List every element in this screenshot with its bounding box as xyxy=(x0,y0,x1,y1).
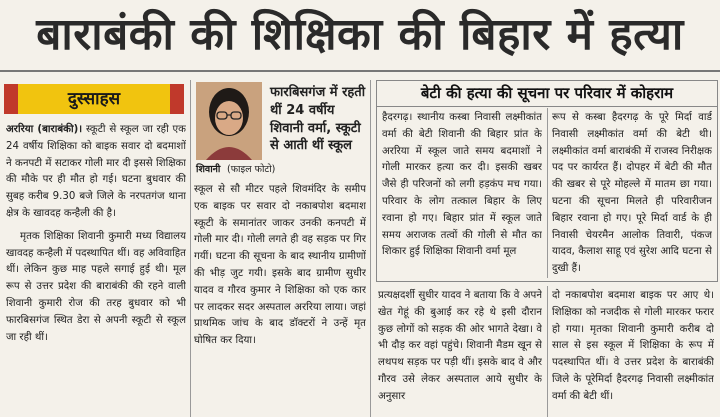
column-divider-2 xyxy=(370,80,371,417)
headline-rule xyxy=(0,70,720,72)
article-column-1 xyxy=(6,122,186,417)
paragraph-3: स्कूल से सौ मीटर पहले शिवमंदिर के समीप एक बाइक पर सवार दो नकाबपोश बदमाश स्कूटी के समानांतर जाकर उनकी कनपटी में गोली मार दी। गोली लगते ही वह सड़क पर गिर गयीं। घटना की सूचना के बाद स्थानीय ग्रामीणों की भीड़ जुट गयी। इसके बाद ग्रामीण सुधीर यादव व गौरव कुमार ने शिक्षिका को एक कार पर लादकर सदर अस्पताल अररिया लाया। जहां प्राथमिक जांच के बाद डॉक्टरों ने उन्हें मृत घोषित कर दिया। xyxy=(194,184,366,347)
article-column-4 xyxy=(552,288,714,417)
paragraph-1: स्कूटी से स्कूल जा रही एक 24 वर्षीय शिक्षिका को बाइक सवार दो बदमाशों ने कनपटी में सटाकर गोली मार दी इससे शिक्षिका की मौके पर ही मौत हो गई। घटना बुधवार की सुबह करीब 9.30 बजे जिले के नरपतगंज थाना क्षेत्र के खावदह कन्हैली की है। xyxy=(6,124,186,219)
sidebar-box-heading: बेटी की हत्या की सूचना पर परिवार में कोहराम xyxy=(376,80,718,107)
badge-left-mark xyxy=(4,84,18,114)
paragraph-5: दो नकाबपोश बदमाश बाइक पर आए थे। शिक्षिका को नजदीक से गोली मारकर फरार हो गया। मृतका शिवानी कुमारी करीब दो साल से इस स्कूल में शिक्षिका के रूप में पदस्थापित थीं। वे उत्तर प्रदेश के बाराबंकी जिले के पूरेमिर्दा हैदरगढ़ निवासी लक्ष्मीकांत वर्मा की बेटी थीं। xyxy=(552,290,714,402)
caption-source: (फाइल फोटो) xyxy=(227,164,276,175)
column-divider-1 xyxy=(190,80,191,417)
badge-right-mark xyxy=(170,84,184,114)
paragraph-4: प्रत्यक्षदर्शी सुधीर यादव ने बताया कि वे अपने खेत गेहूं की बुआई कर रहे थे इसी दौरान कुछ लोगों को सड़क की ओर भागते देखा। वे भी दौड़ कर वहां पहुंचे। शिवानी मैडम खून से लथपथ सड़क पर पड़ी थीं। इसके बाद वे और गौरव उसे लेकर अस्पताल आये सुधीर के अनुसार xyxy=(378,290,542,402)
sidebar-paragraph-1: हैदरगढ़। स्थानीय कस्बा निवासी लक्ष्मीकांत वर्मा की बेटी शिवानी की बिहार प्रांत के अररिया में स्कूल जाते समय बदमाशों ने गोली मारकर हत्या कर दी। इसकी खबर जैसे ही परिजनों को लगी हड़कंप मच गया। परिवार के लोग तत्काल बिहार के लिए रवाना हो गए। बिहार प्रांत में स्कूल जाते समय अराजक तत्वों की गोली से मौत का शिकार हुई शिक्षिका शिवानी वर्मा मूल xyxy=(382,112,542,258)
article-column-2 xyxy=(194,182,366,417)
dateline: अररिया (बाराबंकी)। xyxy=(6,124,83,135)
pull-quote: फारबिसगंज में रहती थीं 24 वर्षीय शिवानी वर्मा, स्कूटी से आती थीं स्कूल xyxy=(270,85,366,154)
sidebar-box-divider xyxy=(547,108,548,278)
photo-caption xyxy=(196,162,275,175)
portrait-image xyxy=(196,82,262,160)
sidebar-box-column-1 xyxy=(382,110,542,278)
section-badge-label: दुस्साहस xyxy=(67,89,121,109)
teacher-photo xyxy=(196,82,262,160)
article-column-3 xyxy=(378,288,542,417)
caption-name: शिवानी xyxy=(196,164,221,175)
headline: बाराबंकी की शिक्षिका की बिहार में हत्या xyxy=(36,9,684,60)
sidebar-box-column-2 xyxy=(552,110,712,278)
sidebar-paragraph-2: रूप से कस्बा हैदरगढ़ के पूरे मिर्दा वार्ड निवासी लक्ष्मीकांत वर्मा की बेटी थी। लक्ष्मीकांत वर्मा बाराबंकी में राजस्व निरीक्षक पद पर कार्यरत हैं। दोपहर में बेटी की मौत की खबर से पूरे मोहल्ले में मातम छा गया। घटना की सूचना मिलते ही परिवारीजन बिहार रवाना हो गए। पूरे मिर्दा वार्ड के ही निवासी चेयरमैन आलोक तिवारी, पंकज यादव, कैलाश साहू एवं सुरेश आदि घटना से दुखी हैं। xyxy=(552,112,712,275)
paragraph-2: मृतक शिक्षिका शिवानी कुमारी मध्य विद्यालय खावदह कन्हैली में पदस्थापित थीं। वह अविवाहित थीं। लेकिन कुछ माह पहले सगाई हुई थी। मूल रूप से उत्तर प्रदेश की बाराबंकी की रहने वाली शिवानी कुमारी रोज की तरह बुधवार को भी फारबिसगंज स्थित डेरा से अपनी स्कूटी से स्कूल जा रही थीं। xyxy=(6,230,186,343)
column-divider-3 xyxy=(547,286,548,417)
